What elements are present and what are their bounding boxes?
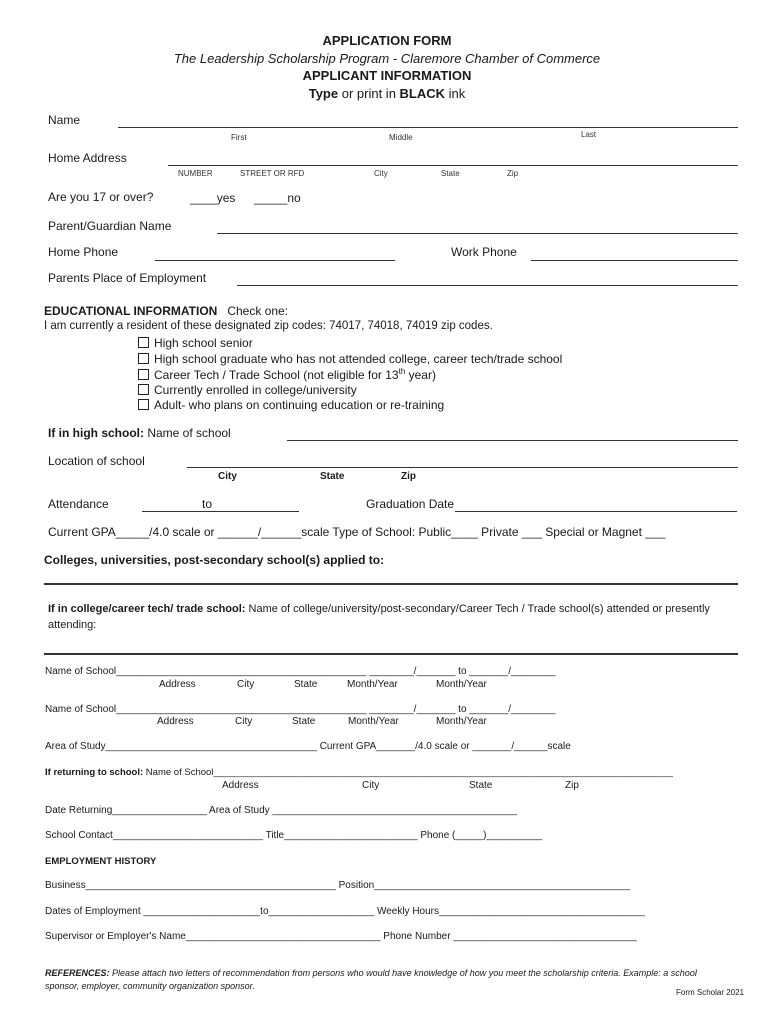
home-address-label: Home Address xyxy=(48,151,127,165)
applied-to-field[interactable] xyxy=(44,583,738,585)
school-sub-month-year-from: Month/Year xyxy=(347,679,398,690)
school-sub-month-year-from: Month/Year xyxy=(348,716,399,727)
attendance-label: Attendance xyxy=(48,497,109,511)
age-yes-field[interactable]: ____yes xyxy=(190,191,236,205)
home-phone-label: Home Phone xyxy=(48,245,119,259)
option-hs-graduate[interactable]: High school graduate who has not attended college, career tech/trade school xyxy=(138,352,562,366)
college-heading-cont: attending: xyxy=(48,619,97,631)
business-position-line[interactable]: Business_____________________________________________ Position______________________________________________ xyxy=(45,880,631,891)
guardian-label: Parent/Guardian Name xyxy=(48,219,172,233)
location-label: Location of school xyxy=(48,454,145,468)
option-career-tech[interactable]: Career Tech / Trade School (not eligible for 13th year) xyxy=(138,367,436,382)
address-sub-zip: Zip xyxy=(507,169,519,178)
school-sub-state: State xyxy=(292,716,316,727)
section-title-applicant: APPLICANT INFORMATION xyxy=(302,68,472,83)
form-title: APPLICATION FORM xyxy=(322,33,452,48)
school-row-2[interactable]: Name of School_____________________________________________ ________/_______ to _______/________ xyxy=(45,704,556,715)
parents-employment-label: Parents Place of Employment xyxy=(48,271,207,285)
area-of-study-line[interactable]: Area of Study______________________________________ Current GPA_______/4.0 scale or _______/______scale xyxy=(45,741,571,752)
attendance-to: to xyxy=(202,497,213,511)
gpa-school-type-line[interactable]: Current GPA_____/4.0 scale or ______/______scale Type of School: Public____ Private ___ Special or Magnet ___ xyxy=(48,525,666,539)
returning-sub-city: City xyxy=(362,780,380,791)
guardian-field[interactable] xyxy=(217,233,738,234)
location-sub-zip: Zip xyxy=(401,471,416,482)
name-sub-middle: Middle xyxy=(389,133,413,142)
address-sub-number: NUMBER xyxy=(178,169,213,178)
name-field[interactable] xyxy=(118,127,738,128)
employment-dates-line[interactable]: Dates of Employment _____________________to___________________ Weekly Hours_____________________________________ xyxy=(45,906,645,917)
checkbox-icon[interactable] xyxy=(138,353,149,364)
program-name: The Leadership Scholarship Program - Claremore Chamber of Commerce xyxy=(173,51,601,66)
school-sub-address: Address xyxy=(157,716,194,727)
location-sub-state: State xyxy=(320,471,345,482)
checkbox-icon[interactable] xyxy=(138,369,149,380)
hs-school-name-field[interactable] xyxy=(287,440,738,441)
school-contact-line[interactable]: School Contact___________________________ Title________________________ Phone (_____)__________ xyxy=(45,830,543,841)
graduation-date-field[interactable] xyxy=(455,511,737,512)
returning-sub-address: Address xyxy=(222,780,259,791)
parents-employment-field[interactable] xyxy=(237,285,738,286)
checkbox-icon[interactable] xyxy=(138,337,149,348)
graduation-date-label: Graduation Date xyxy=(366,497,455,511)
school-row-1[interactable]: Name of School_____________________________________________ ________/_______ to _______/________ xyxy=(45,666,556,677)
returning-sub-zip: Zip xyxy=(565,780,579,791)
returning-sub-state: State xyxy=(469,780,493,791)
ink-instruction: Type or print in BLACK ink xyxy=(308,86,466,101)
returning-school-line[interactable]: If returning to school: Name of School_______________________________________________________________________________________ xyxy=(45,767,674,778)
references-note: REFERENCES: Please attach two letters of recommendation from persons who would have knowledge of how you meet the scholarship criteria. Example: a school xyxy=(45,968,697,978)
date-returning-line[interactable]: Date Returning_________________ Area of Study ____________________________________________ xyxy=(45,805,518,816)
school-sub-state: State xyxy=(294,679,318,690)
age-no-field[interactable]: _____no xyxy=(254,191,301,205)
home-address-field[interactable] xyxy=(168,165,738,166)
age-question: Are you 17 or over? xyxy=(48,190,154,204)
address-sub-city: City xyxy=(374,169,388,178)
location-field[interactable] xyxy=(187,467,738,468)
college-heading: If in college/career tech/ trade school: Name of college/university/post-secondary/Career Tech / Trade school(s) attended or presently xyxy=(48,603,710,615)
school-sub-month-year-to: Month/Year xyxy=(436,679,487,690)
school-sub-address: Address xyxy=(159,679,196,690)
name-label: Name xyxy=(48,113,81,127)
option-hs-senior[interactable]: High school senior xyxy=(138,336,253,350)
form-id: Form Scholar 2021 xyxy=(676,988,745,997)
work-phone-label: Work Phone xyxy=(451,245,517,259)
supervisor-line[interactable]: Supervisor or Employer's Name___________________________________ Phone Number _________________________________ xyxy=(45,931,637,942)
address-sub-state: State xyxy=(441,169,460,178)
name-sub-last: Last xyxy=(581,130,597,139)
school-sub-city: City xyxy=(235,716,253,727)
school-sub-city: City xyxy=(237,679,255,690)
option-college-enrolled[interactable]: Currently enrolled in college/university xyxy=(138,383,357,397)
work-phone-field[interactable] xyxy=(531,260,738,261)
college-field[interactable] xyxy=(44,653,738,655)
checkbox-icon[interactable] xyxy=(138,399,149,410)
education-heading: EDUCATIONAL INFORMATION Check one: xyxy=(44,304,289,318)
name-sub-first: First xyxy=(231,133,247,142)
hs-school-name-label: If in high school: Name of school xyxy=(48,426,231,440)
attendance-field[interactable] xyxy=(142,511,299,512)
school-sub-month-year-to: Month/Year xyxy=(436,716,487,727)
address-sub-street: STREET OR RFD xyxy=(240,169,305,178)
option-adult[interactable]: Adult- who plans on continuing education or re-training xyxy=(138,398,444,412)
employment-heading: EMPLOYMENT HISTORY xyxy=(45,856,157,867)
references-note-cont: sponsor, employer, community organization sponsor. xyxy=(45,981,255,991)
applied-to-heading: Colleges, universities, post-secondary school(s) applied to: xyxy=(44,553,385,567)
location-sub-city: City xyxy=(218,471,237,482)
resident-zip-statement: I am currently a resident of these designated zip codes: 74017, 74018, 74019 zip codes. xyxy=(44,320,493,332)
checkbox-icon[interactable] xyxy=(138,384,149,395)
home-phone-field[interactable] xyxy=(155,260,395,261)
